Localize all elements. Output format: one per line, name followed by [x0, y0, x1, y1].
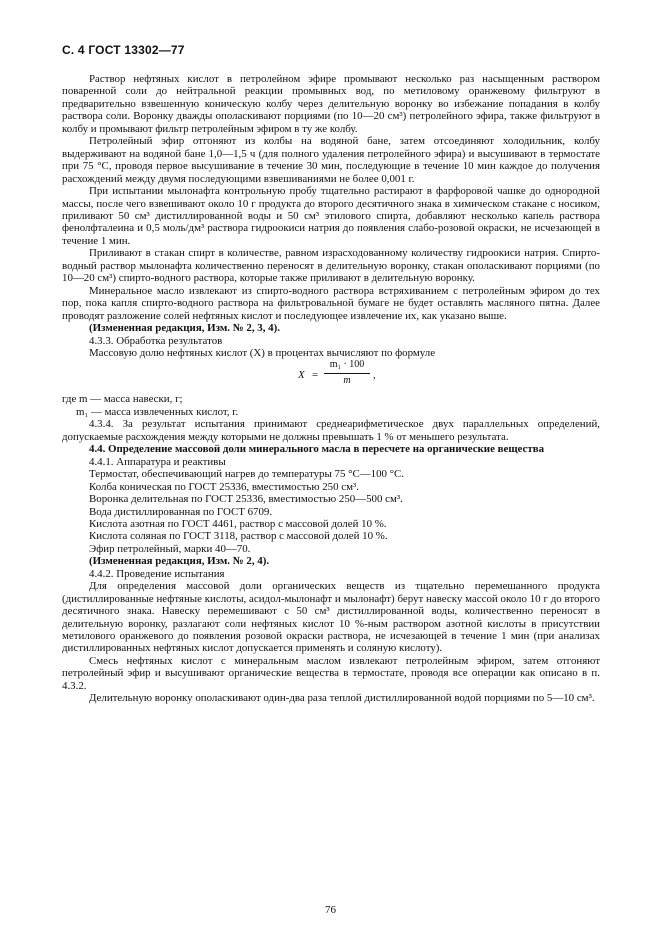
paragraph: Смесь нефтяных кислот с минеральным маслом извлекают петролейным эфиром, затем отгоняют петролейный эфир и высушивают органические вещества в термостате, проводя все операции как описано в п. 4.3.2. [62, 654, 600, 692]
formula-intro: Массовую долю нефтяных кислот (X) в процентах вычисляют по формуле [89, 346, 436, 359]
formula-where-m: где m — масса навески, г; [62, 393, 183, 406]
paragraph: Приливают в стакан спирт в количестве, равном израсходованному количеству гидроокиси натрия. Спирто-водный раствор мылонафта количественно переносят в делительную воронку, стакан ополаскивают порциями (по 10—20 см³) спирто-водного раствора, которые также приливают в делительную воронку. [62, 247, 600, 285]
page-header: С. 4 ГОСТ 13302—77 [62, 43, 185, 57]
section-heading-4-3-3: 4.3.3. Обработка результатов [89, 334, 223, 347]
formula-equals: = [312, 369, 319, 382]
formula [62, 359, 600, 393]
equipment-item: Кислота соляная по ГОСТ 3118, раствор с массовой долей 10 %. [89, 530, 388, 543]
formula-comma: , [373, 369, 376, 382]
equipment-item: Вода дистиллированная по ГОСТ 6709. [89, 505, 273, 518]
section-heading-4-4-2: 4.4.2. Проведение испытания [89, 567, 225, 580]
paragraph: Петролейный эфир отгоняют из колбы на водяной бане, затем отсоединяют холодильник, колбу выдерживают на водяной бане 1,0—1,5 ч (для полного удаления петролейного эфира) и высушивают в термостате при 75 °С, проводя первое высушивание в течение 30 мин, последующие в течение 10 мин каждое до получения расхождений между двумя последующими взвешиваниями не более 0,001 г. [62, 135, 600, 185]
equipment-item: Термостат, обеспечивающий нагрев до температуры 75 °С—100 °С. [89, 468, 405, 481]
equipment-item: Колба коническая по ГОСТ 25336, вместимостью 250 см³. [89, 480, 360, 493]
paragraph: Для определения массовой доли органических веществ из тщательно перемешанного продукта (дистиллированные нефтяные кислоты, асидол-мылонафт и мылонафт) берут навеску массой около 10 г до второго десятичного знака. Навеску перемешивают с 50 см³ дистиллированной воды, количественно переносят в делительную воронку, разлагают соли нефтяных кислот 10 %-ным раствором азотной кислоты в присутствии метилового оранжевого до появления розовой окраски раствора, не исчезающей в течение 1 мин (при анализах дистиллированных нефтяных кислот допускается применять и соляную кислоту). [62, 580, 600, 655]
paragraph: При испытании мылонафта контрольную пробу тщательно растирают в фарфоровой чашке до однородной массы, после чего взвешивают около 10 г продукта до второго десятичного знака в химическом стакане с носиком, приливают 50 см³ дистиллированной воды и 50 см³ этилового спирта, добавляют несколько капель раствора фенолфталеина и 0,5 моль/дм³ раствора гидроокиси натрия до появления слабо-розовой окраски, не исчезающей в течение 1 мин. [62, 185, 600, 247]
section-heading-4-4: 4.4. Определение массовой доли минерального масла в пересчете на органические вещества [89, 443, 545, 456]
equipment-item: Эфир петролейный, марки 40—70. [89, 542, 251, 555]
document-body [62, 73, 600, 705]
paragraph: 4.3.4. За результат испытания принимают среднеарифметическое двух параллельных определений, допускаемые расхождения между которыми не должны превышать 1 % от меньшего результата. [62, 418, 600, 443]
formula-numerator: m₁ · 100 [324, 359, 370, 373]
equipment-item: Воронка делительная по ГОСТ 25336, вместимостью 250—500 см³. [89, 493, 403, 506]
equipment-item: Кислота азотная по ГОСТ 4461, раствор с массовой долей 10 %. [89, 517, 387, 530]
formula-fraction [324, 359, 370, 387]
paragraph: Делительную воронку ополаскивают один-два раза теплой дистиллированной водой порциями по 5—10 см³. [89, 692, 595, 705]
section-heading-4-4-1: 4.4.1. Аппаратура и реактивы [89, 455, 226, 468]
amendment-note: (Измененная редакция, Изм. № 2, 3, 4). [89, 322, 280, 335]
formula-where-m1: m₁ — масса извлеченных кислот, г. [76, 405, 239, 418]
formula-denominator: m [343, 374, 351, 386]
paragraph: Раствор нефтяных кислот в петролейном эфире промывают несколько раз насыщенным раствором поваренной соли до нейтральной реакции промывных вод, по метиловому оранжевому фильтруют в предварительно взвешенную коническую колбу через делительную воронку во избежание попадания в колбу раствора соли. Воронку дважды ополаскивают порциями (по 10—20 см³) петролейного эфира, также фильтруют в колбу и промывают фильтр петролейным эфиром в ту же колбу. [62, 73, 600, 135]
paragraph: Минеральное масло извлекают из спирто-водного раствора встряхиванием с петролейным эфиром до тех пор, пока капля спирто-водного раствора на фильтровальной бумаге не будет оставлять масляного пятна. Далее проводят разложение солей нефтяных кислот и последующее извлечение их, как указано выше. [62, 284, 600, 322]
page-number: 76 [325, 904, 336, 916]
amendment-note: (Измененная редакция, Изм. № 2, 4). [89, 555, 270, 568]
formula-lhs: X [298, 369, 305, 382]
